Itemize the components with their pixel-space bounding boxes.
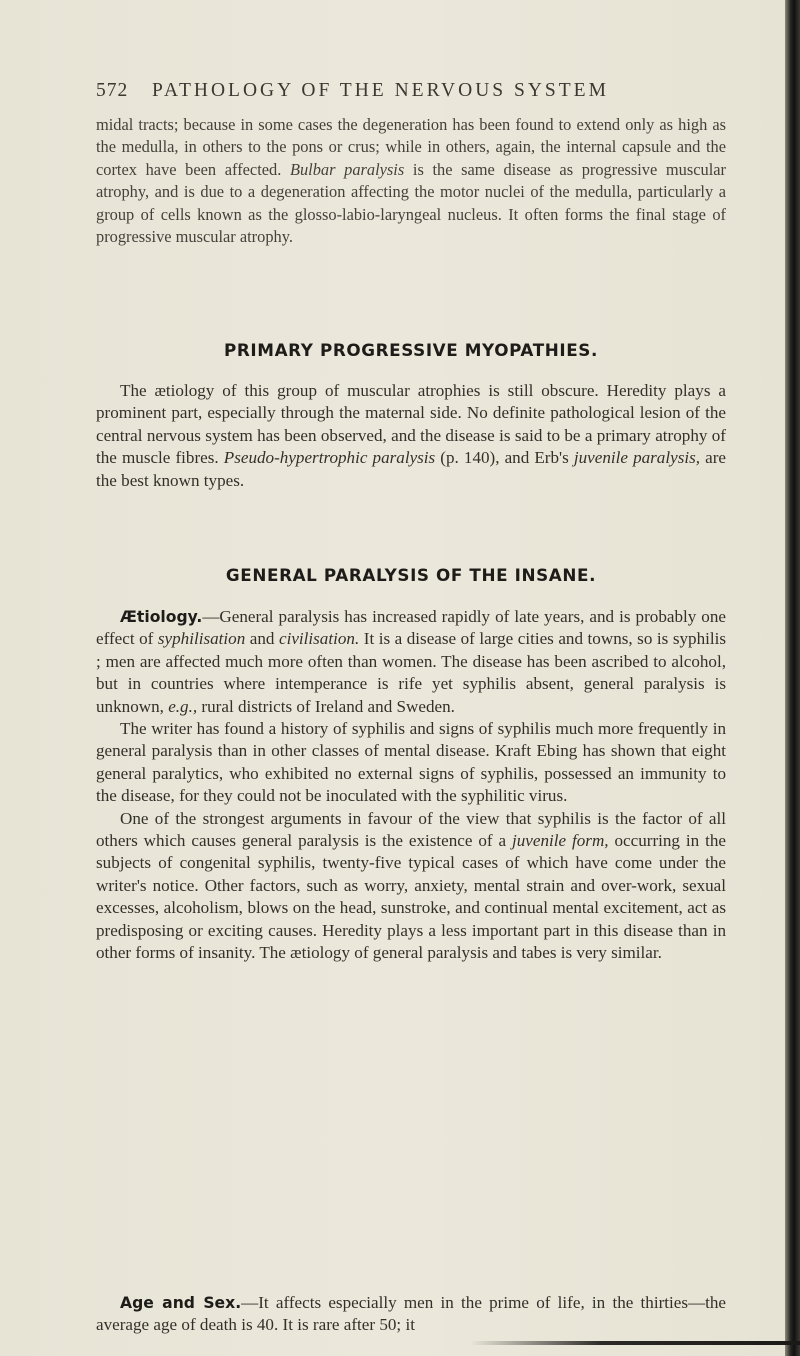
section-heading-myopathies: PRIMARY PROGRESSIVE MYOPATHIES. [224, 340, 598, 360]
text-span: midal tracts; because in some cases the degeneration has been found to extend only as high as the medulla, in others to the pons or crus; while in others, again, the internal capsule and the cortex have been affected. [96, 115, 726, 179]
text-span: It is a disease of large cities and towns, so is syphilis ; men are affected much more often than women. The disease has been ascribed to alcohol, but in countries where intemperance is rife yet syphilis absent, general paralysis is unknown, [96, 629, 727, 716]
paragraph-myopathies [96, 380, 726, 492]
age-sex-section [96, 1292, 726, 1337]
italic-term: juvenile form, [512, 831, 609, 851]
page-number: 572 [96, 80, 129, 101]
paragraph-writer-history: The writer has found a history of syphilis and signs of syphilis much more frequently in general paralysis than in other classes of mental disease. Kraft Ebing has shown that eight general paralytics, who exhibited no external signs of syphilis, possessed an immunity to the disease, for they could not be inoculated with the syphilitic virus. [96, 719, 726, 806]
text-span: One of the strongest arguments in favour of the view that syphilis is the factor of all others which causes general paralysis is the existence of a [96, 808, 726, 851]
text-span: and [245, 629, 279, 649]
text-span: is the same disease as progressive muscular atrophy, and is due to a degeneration affecting the motor nuclei of the medulla, particularly a group of cells known as the glosso-labio-laryngeal nucleus. It often forms the final stage of progressive muscular atrophy. [96, 159, 726, 247]
italic-term: Pseudo-hypertrophic paralysis [223, 448, 436, 468]
bottom-edge-shadow [470, 1341, 800, 1345]
italic-term: juvenile paralysis, [573, 448, 701, 468]
italic-term: Bulbar paralysis [289, 159, 405, 179]
running-head [96, 80, 726, 102]
text-span: —General paralysis has increased rapidly of late years, and is probably one effect of [96, 607, 726, 649]
section-heading-general-paralysis: GENERAL PARALYSIS OF THE INSANE. [225, 565, 597, 585]
text-span: —It affects especially men in the prime of life, in the thirties—the average age of death is 40. It is rare after 50; it [96, 1293, 726, 1335]
text-span: are the best known types. [96, 448, 726, 490]
text-span: (p. 140), and Erb's [435, 448, 574, 468]
page-edge-shadow [785, 0, 800, 1356]
text-span: occurring in the subjects of congenital syphilis, twenty-five typical cases of which have come under the writer's notice. Other factors, such as worry, anxiety, mental strain and over-work, sexual excesses, alcoholism, blows on the head, sunstroke, and continual mental excitement, act as predisposing or exciting causes. Heredity plays a less important part in this disease than in other forms of insanity. The ætiology of general paralysis and tabes is very similar. [96, 831, 726, 963]
text-span: rural districts of Ireland and Sweden. [197, 696, 455, 716]
italic-term: syphilisation [157, 629, 246, 649]
paragraph-bulbar [96, 114, 726, 248]
runin-heading-age-sex: Age and Sex. [120, 1294, 242, 1312]
italic-term: civilisation. [278, 629, 360, 649]
etiology-section [96, 606, 726, 965]
running-title: PATHOLOGY OF THE NERVOUS SYSTEM [152, 80, 609, 101]
runin-heading-etiology: Ætiology. [120, 608, 203, 626]
text-span: The ætiology of this group of muscular atrophies is still obscure. Heredity plays a prominent part, especially through the maternal side. No definite pathological lesion of the central nervous system has been observed, and the disease is said to be a primary atrophy of the muscle fibres. [96, 381, 726, 468]
italic-term: e.g., [168, 696, 198, 716]
